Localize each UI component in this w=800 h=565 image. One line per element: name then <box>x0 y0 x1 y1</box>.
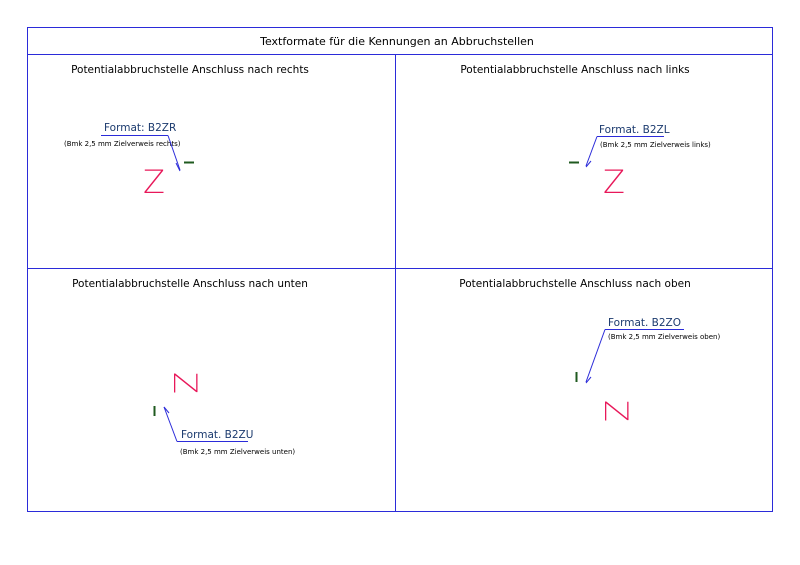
format-label: Format. B2ZO <box>608 317 682 329</box>
format-note: (Bmk 2,5 mm Zielverweis oben) <box>608 333 721 341</box>
interrupt-marker-z: Z <box>603 163 625 201</box>
panel-heading: Potentialabbruchstelle Anschluss nach oben <box>459 278 691 290</box>
panel-rechts <box>64 64 309 201</box>
panel-unten <box>72 278 308 456</box>
outer-border <box>28 28 773 512</box>
format-label: Format: B2ZR <box>104 122 177 134</box>
panel-heading: Potentialabbruchstelle Anschluss nach links <box>460 64 690 76</box>
panel-heading: Potentialabbruchstelle Anschluss nach rechts <box>71 64 309 76</box>
sheet-frame <box>28 28 773 512</box>
panel-links <box>460 64 711 201</box>
interrupt-marker-z: Z <box>143 163 165 201</box>
format-note: (Bmk 2,5 mm Zielverweis rechts) <box>64 140 181 148</box>
format-label: Format. B2ZU <box>181 429 254 441</box>
panel-heading: Potentialabbruchstelle Anschluss nach unten <box>72 278 308 290</box>
interrupt-marker-z: Z <box>597 400 635 422</box>
sheet-title: Textformate für die Kennungen an Abbruchstellen <box>260 35 534 48</box>
interrupt-marker-z: Z <box>166 372 204 394</box>
format-label: Format. B2ZL <box>599 124 670 136</box>
format-note: (Bmk 2,5 mm Zielverweis links) <box>600 141 711 149</box>
panel-oben <box>459 278 720 422</box>
format-note: (Bmk 2,5 mm Zielverweis unten) <box>180 448 296 456</box>
